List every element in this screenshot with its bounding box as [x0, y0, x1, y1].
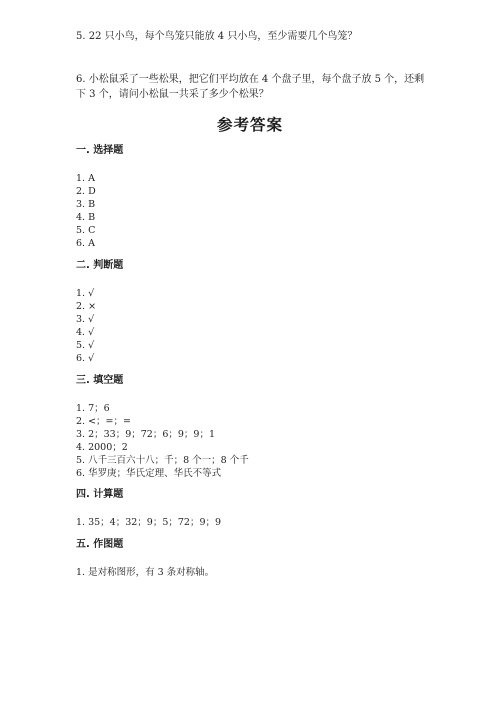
section-title: 一. 选择题 [76, 145, 124, 156]
section-title: 二. 判断题 [76, 260, 124, 271]
answer-item: 6. A [76, 238, 95, 249]
section-true-false [76, 259, 123, 365]
answer-item: 5. √ [76, 340, 95, 351]
answer-item: 2. D [76, 186, 96, 197]
answer-key-title: 参考答案 [216, 116, 283, 134]
answer-item: 5. C [76, 225, 96, 236]
answer-item: 3. 2；33；9；72；6；9；9；1 [76, 429, 216, 440]
answer-item: 2. <；=；= [76, 416, 131, 427]
question-5: 5. 22 只小鸟，每个鸟笼只能放 4 只小鸟，至少需要几个鸟笼？ [76, 31, 358, 42]
question-6-continued: 下 3 个，请问小松鼠一共采了多少个松果？ [76, 89, 269, 100]
answer-item: 4. 2000；2 [76, 442, 128, 453]
answer-item: 1. A [76, 173, 95, 184]
section-title: 五. 作图题 [76, 539, 124, 550]
question-6: 6. 小松鼠采了一些松果，把它们平均放在 4 个盘子里，每个盘子放 5 个，还剩 [76, 74, 425, 85]
answer-item: 4. B [76, 212, 96, 223]
answer-item: 5. 八千三百六十八；千；8 个一；8 个千 [76, 455, 249, 466]
answer-item: 2. × [76, 301, 97, 312]
section-title: 四. 计算题 [76, 489, 124, 500]
section-title: 三. 填空题 [76, 375, 124, 386]
answer-item: 1. 35；4；32；9；5；72；9；9 [76, 517, 222, 528]
section-fill-blank [76, 374, 249, 480]
answer-item: 1. √ [76, 288, 95, 299]
answer-item: 6. √ [76, 353, 95, 364]
answer-item: 3. B [76, 199, 96, 210]
answer-item: 1. 7；6 [76, 403, 110, 414]
answer-item: 6. 华罗庚；华氏定理、华氏不等式 [76, 468, 222, 479]
section-multiple-choice [76, 144, 123, 250]
section-calculation [76, 488, 221, 529]
answer-item: 4. √ [76, 327, 95, 338]
answer-item: 1. 是对称图形，有 3 条对称轴。 [76, 567, 215, 578]
section-drawing [76, 538, 214, 579]
answer-item: 3. √ [76, 314, 95, 325]
